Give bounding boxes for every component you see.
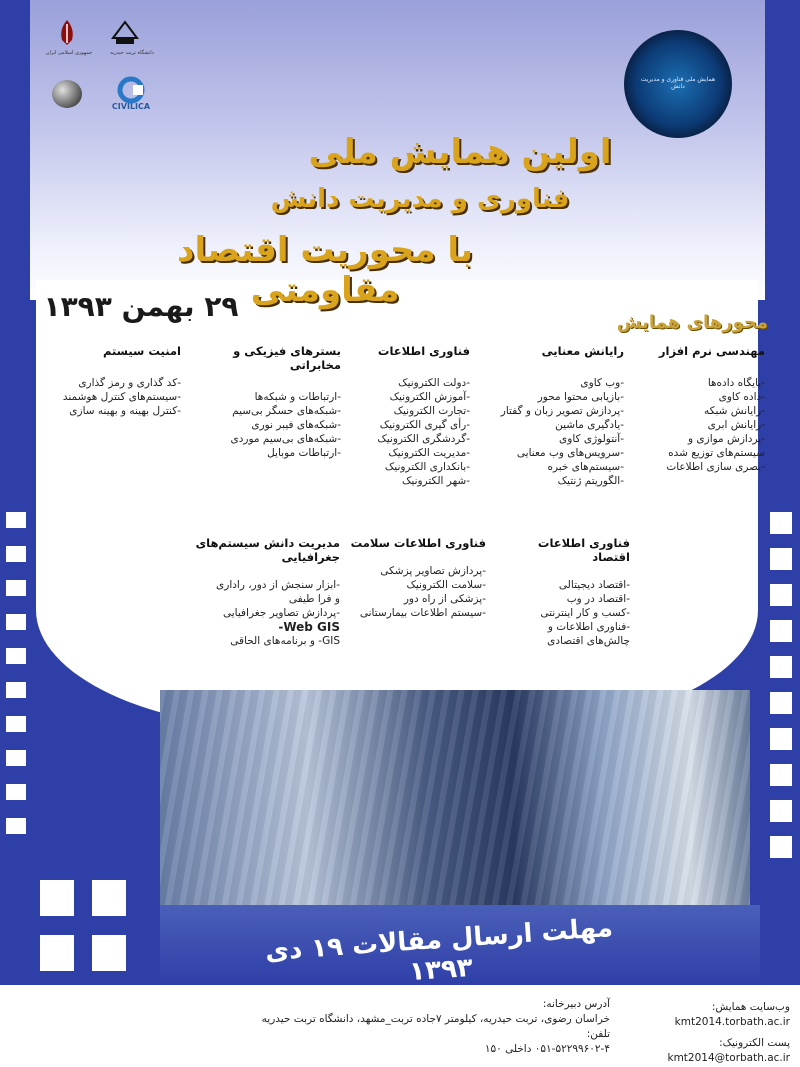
address-text: خراسان رضوی، تربت حیدریه، کیلومتر ۷جاده تربت_مشهد، دانشگاه تربت حیدریه	[261, 1013, 610, 1025]
film-hole	[6, 614, 26, 630]
emblem-icon	[52, 18, 82, 48]
topic-item: -پزشکی از راه دور	[403, 593, 486, 605]
film-hole	[6, 784, 26, 800]
film-hole	[6, 716, 26, 732]
topic-item: سیستم‌های توزیع شده	[668, 447, 765, 459]
topic-heading: مدیریت دانش سیستم‌های جغرافیایی	[195, 536, 340, 564]
film-hole	[6, 580, 26, 596]
title-line-2: فناوری و مدیریت دانش	[270, 184, 570, 214]
topic-item: -شبکه‌های حسگر بی‌سیم	[232, 405, 341, 417]
topic-item: -فناوری اطلاعات و	[547, 621, 630, 633]
topic-item: و فرا طیفی	[288, 593, 340, 605]
film-hole	[770, 512, 792, 534]
film-hole	[6, 818, 26, 834]
topic-item: -سرویس‌های وب معنایی	[516, 447, 624, 459]
topic-column-health-it	[346, 536, 486, 620]
website-link[interactable]: kmt2014.torbath.ac.ir	[674, 1016, 790, 1028]
film-hole	[770, 548, 792, 570]
footer-address	[230, 997, 610, 1057]
topic-item: -اقتصاد در وب	[566, 593, 630, 605]
topic-item: -سلامت الکترونیک	[406, 579, 486, 591]
topic-item: -پردازش تصاویر جغرافیایی	[222, 607, 340, 619]
university-caption: دانشگاه تربت حیدریه	[110, 50, 154, 56]
conference-date: ۲۹ بهمن ۱۳۹۳	[43, 290, 239, 323]
topic-item: -کنترل بهینه و بهینه سازی	[69, 405, 181, 417]
topic-item: -بازیابی محتوا محور	[537, 391, 624, 403]
film-hole	[6, 648, 26, 664]
topic-item: -رایانش شبکه	[704, 405, 765, 417]
university-logo-icon	[110, 18, 140, 48]
topic-column-information-technology	[360, 344, 470, 488]
film-hole	[40, 935, 74, 971]
topic-item: -سیستم اطلاعات بیمارستانی	[359, 607, 486, 619]
film-hole	[6, 546, 26, 562]
email-link[interactable]: kmt2014@torbath.ac.ir	[667, 1052, 790, 1064]
topic-heading: فناوری اطلاعات سلامت	[350, 536, 486, 550]
website-label: وب‌سایت همایش:	[711, 1001, 790, 1013]
film-hole	[770, 728, 792, 750]
topic-column-software-engineering	[640, 344, 765, 474]
topic-item: -گردشگری الکترونیک	[377, 433, 470, 445]
topic-item: -الگوریتم ژنتیک	[557, 475, 624, 487]
topic-item: -شهر الکترونیک	[402, 475, 470, 487]
topic-item: -سیستم‌های خبره	[547, 461, 624, 473]
topic-heading: امنیت سیستم	[102, 344, 181, 358]
email-label: پست الکترونیک:	[719, 1037, 790, 1049]
topic-item: -کسب و کار اینترنتی	[540, 607, 630, 619]
topic-item: چالش‌های اقتصادی	[547, 635, 630, 647]
topic-item: -ارتباطات موبایل	[267, 447, 341, 459]
topic-item: -بانکداری الکترونیک	[384, 461, 470, 473]
film-hole	[92, 880, 126, 916]
address-label: آدرس دبیرخانه:	[542, 998, 610, 1010]
topic-heading: مهندسی نرم افزار	[658, 344, 765, 358]
globe-icon	[52, 80, 82, 108]
topic-item: -داده کاوی	[718, 391, 765, 403]
topic-heading: فناوری اطلاعات	[377, 344, 470, 358]
topic-column-economy-it	[520, 536, 630, 648]
film-hole	[770, 656, 792, 678]
topic-item: -ارتباطات و شبکه‌ها	[254, 391, 341, 403]
emblem-caption: جمهوری اسلامی ایران	[45, 50, 93, 56]
topic-item: -ابزار سنجش از دور، راداری	[216, 579, 340, 591]
topic-column-physical-telecom	[196, 344, 341, 460]
topic-item: -تجارت الکترونیک	[393, 405, 470, 417]
phone-label: تلفن:	[586, 1028, 610, 1040]
topic-item: -شبکه‌های بی‌سیم موردی	[230, 433, 341, 445]
topic-item: -رایانش ابری	[707, 419, 765, 431]
topic-item: -پایگاه داده‌ها	[707, 377, 765, 389]
film-hole	[6, 682, 26, 698]
topic-item: GIS- و برنامه‌های الحاقی	[230, 635, 340, 647]
topic-item: -یادگیری ماشین	[555, 419, 624, 431]
topic-item: Web GIS-	[278, 620, 340, 634]
phone-text: ۰۵۱-۵۲۲۹۹۶۰۲-۴ داخلی ۱۵۰	[484, 1043, 610, 1055]
film-hole	[770, 620, 792, 642]
film-hole	[770, 692, 792, 714]
topic-heading: بسترهای فیزیکی و مخابراتی	[233, 344, 341, 372]
film-hole	[6, 512, 26, 528]
topic-item: -مدیریت الکترونیک	[388, 447, 470, 459]
topic-column-semantic-computing	[494, 344, 624, 488]
film-hole	[92, 935, 126, 971]
footer-contact	[640, 1000, 790, 1066]
topic-item: -وب کاوی	[580, 377, 624, 389]
topic-item: -شبکه‌های فیبر نوری	[251, 419, 341, 431]
topic-item: -پردازش تصاویر پزشکی	[380, 565, 486, 577]
topic-heading: فناوری اطلاعات اقتصاد	[537, 536, 630, 564]
topic-item: -اقتصاد دیجیتالی	[558, 579, 630, 591]
topic-item: -آموزش الکترونیک	[389, 391, 470, 403]
title-line-3: با محوریت اقتصاد مقاومتی	[177, 230, 473, 310]
film-hole	[770, 836, 792, 858]
conference-seal-caption: همایش ملی فناوری و مدیریت دانش	[640, 76, 716, 90]
film-hole	[40, 880, 74, 916]
film-hole	[6, 750, 26, 766]
topic-item: -دولت الکترونیک	[398, 377, 470, 389]
topic-heading: رایانش معنایی	[541, 344, 624, 358]
axes-heading: محورهای همایش	[616, 312, 768, 333]
technology-collage-image	[160, 690, 750, 905]
topic-column-system-security	[46, 344, 181, 418]
title-line-1: اولین همایش ملی	[308, 132, 612, 172]
deadline-text: مهلت ارسال مقالات ۱۹ دی ۱۳۹۳	[264, 912, 614, 988]
film-hole	[770, 584, 792, 606]
film-hole	[770, 764, 792, 786]
topic-item: -بصری سازی اطلاعات	[666, 461, 765, 473]
topic-item: -کد گذاری و رمز گذاری	[78, 377, 181, 389]
civilica-label: CIVILICA	[111, 102, 151, 111]
topic-item: -آنتولوژی کاوی	[559, 433, 624, 445]
topic-item: -پردازش تصویر زبان و گفتار	[500, 405, 624, 417]
topic-item: -رأی گیری الکترونیک	[379, 419, 470, 431]
topic-item: -سیستم‌های کنترل هوشمند	[62, 391, 181, 403]
film-hole	[770, 800, 792, 822]
topic-column-gis-knowledge	[190, 536, 340, 648]
topic-item: -پردازش موازی و	[688, 433, 765, 445]
